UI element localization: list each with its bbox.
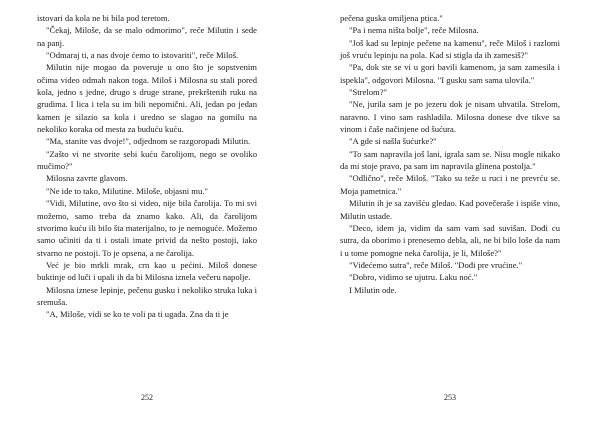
paragraph: "Dobro, vidimo se ujutru. Laku noć." <box>349 272 478 283</box>
paragraph: "Još kad su lepinje pečene na kamenu", reče Miloš i razlomi još vruću lepinju na pola. Kad si stigla da ih zamesiš?" <box>340 37 560 61</box>
paragraph: "To sam napravila još lani, igrala sam se. Nisu mogle nikako da mi stoje pravo, pa sam im napravila glinena postolja." <box>340 148 560 172</box>
paragraph: istovari da kola ne bi bila pod teretom. <box>37 13 170 23</box>
paragraph: "Pa i nema ništa bolje", reče Milosna. <box>349 25 479 36</box>
paragraph: Milutin ih je sa zavišću gledao. Kad povečerаše i ispiše vino, Milutin ustade. <box>340 198 560 221</box>
paragraph: "Zašto vi ne stvorite sebi kuću čarolijom, nego se ovoliko mučimo?" <box>37 148 257 172</box>
left-page-text <box>37 12 257 321</box>
paragraph: "A gde si našla šućurke?" <box>349 136 437 147</box>
paragraph: "Čekaj, Miloše, da se malo odmorimo", reče Milutin i sede na panj. <box>37 25 257 48</box>
paragraph: "Vidi, Milutine, ovo što si video, nije bila čarolija. To mi svi možemo, samo treba da znamo kako. Ali, da čarolijom stvorimo kuću ili bilo šta materijalno, to je nemoguće. Možemo samo učiniti da ti i ostali imate privid da nešto postoji, iako stvarno ne postoji. To je opsena, a ne čarolija. <box>37 198 257 258</box>
right-page-text <box>340 12 560 296</box>
paragraph: "Strelom?" <box>349 87 388 98</box>
paragraph: "Ma, stanite vas dvoje!", odjednom se razgoropadi Milutin. <box>46 136 251 147</box>
paragraph: Milosna iznese lepinje, pečenu gusku i nekoliko struka luka i sremuša. <box>37 284 257 307</box>
paragraph: "Odmaraj ti, a nas dvoje ćemo to istovariti", reče Miloš. <box>46 50 239 61</box>
paragraph: "A, Miloše, vidi se ko te voli pa ti ugađa. Zna da ti je <box>46 309 229 320</box>
paragraph: "Pa, dok ste se vi u gori bavili kamenom, ja sam zamesila i ispekla", odgovori Milosna. "I gusku sam sama ulovila." <box>340 62 560 85</box>
page-number-left: 252 <box>141 393 153 402</box>
paragraph: I Milutin ode. <box>349 284 397 295</box>
paragraph: "Viđećemo sutra", reče Miloš. "Dođi pre vrućine." <box>349 259 523 270</box>
paragraph: "Ne ide to tako, Milutine. Miloše, objasni mu." <box>46 185 208 196</box>
paragraph: Milosna zavrte glavom. <box>46 173 128 184</box>
paragraph: "Ne, jurila sam je po jezeru dok je nisam uhvatila. Strelom, naravno. I vino sam rashladila. Milosna donese dve tikve sa vinom i čaše načinjene od šućura. <box>340 99 560 135</box>
paragraph: "Odlično", reče Miloš. "Tako su teže u ruci i ne prevrću se. Moja pametnica." <box>340 173 560 196</box>
paragraph: pečena guska omiljena ptica." <box>340 13 443 23</box>
paragraph: "Deco, idem ja, vidim da sam vam sad suvišan. Dođi cu sutra, da oborimo i prenesemo debla, ali, ne bi bilo loše da nam i u tome pomogne neka čarolija, je li, Miloše?" <box>340 222 560 258</box>
page-number-right: 253 <box>444 393 456 402</box>
paragraph: Milutin nije mogao da poveruje u ono što je sopstvenim očima video odmah nakon toga. Miloš i Milosna su stali pored kola, jedno s jedne, drugo s druge strane, prekrštenih ruku na grudima. I lica i tela su im bili nepomični. Ali, jedan po jedan kamen je silazio sa kola i uredno se slagao na gomilu na nekoliko koraka od mesta za buduću kuću. <box>37 62 257 135</box>
paragraph: Već je bio mrkli mrak, crn kao u pećini. Miloš donese buktinje od luči i upali ih da bi Milosna iznela večeru napolje. <box>37 259 257 283</box>
